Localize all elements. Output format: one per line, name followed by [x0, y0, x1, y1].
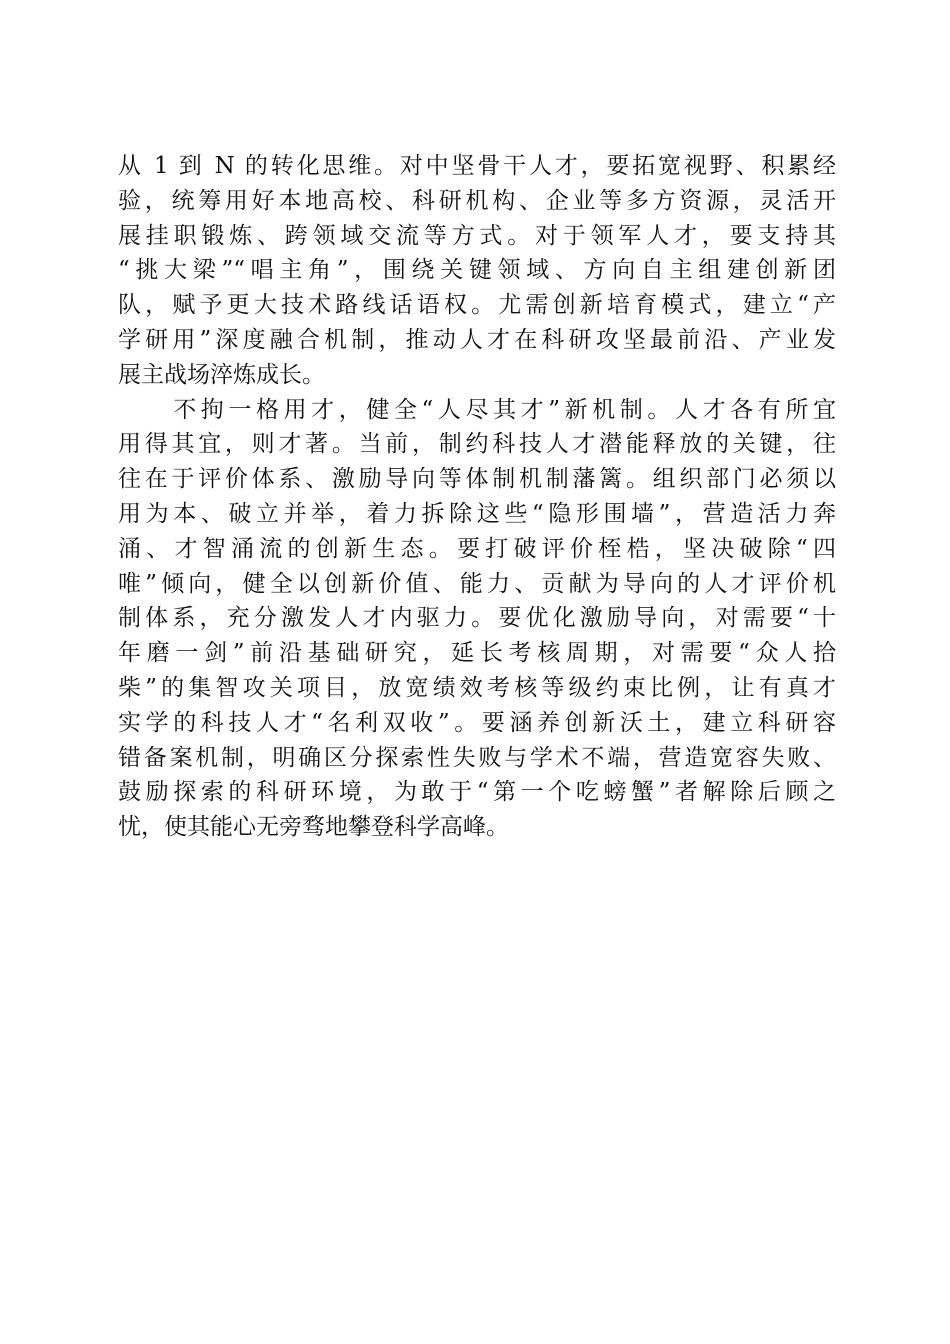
text-line: 展挂职锻炼、跨领域交流等方式。对于领军人才，要支持其 — [118, 222, 836, 249]
text-line: 用得其宜，则才著。当前，制约科技人才潜能释放的关键，往 — [118, 431, 836, 458]
text-line: 忧，使其能心无旁骛地攀登科学高峰。 — [118, 814, 509, 841]
paragraph-1 — [118, 149, 836, 393]
text-line: 不拘一格用才，健全“人尽其才”新机制。人才各有所宜 — [118, 396, 836, 423]
text-line: 柴”的集智攻关项目，放宽绩效考核等级约束比例，让有真才 — [118, 674, 836, 701]
text-line: 唯”倾向，健全以创新价值、能力、贡献为导向的人才评价机 — [118, 570, 836, 597]
paragraph-2 — [118, 393, 836, 845]
text-line: “挑大梁”“唱主角”，围绕关键领域、方向自主组建创新团 — [118, 257, 836, 284]
text-line: 错备案机制，明确区分探索性失败与学术不端，营造宽容失败、 — [118, 744, 836, 771]
text-line: 实学的科技人才“名利双收”。要涵养创新沃土，建立科研容 — [118, 709, 836, 736]
document-body — [118, 149, 836, 845]
text-line: 涌、才智涌流的创新生态。要打破评价桎梏，坚决破除“四 — [118, 535, 836, 562]
text-line: 学研用”深度融合机制，推动人才在科研攻坚最前沿、产业发 — [118, 326, 836, 353]
text-line: 队，赋予更大技术路线话语权。尤需创新培育模式，建立“产 — [118, 292, 836, 319]
text-line: 验，统筹用好本地高校、科研机构、企业等多方资源，灵活开 — [118, 187, 836, 214]
text-line: 年磨一剑”前沿基础研究，延长考核周期，对需要“众人拾 — [118, 640, 836, 667]
text-line: 鼓励探索的科研环境，为敢于“第一个吃螃蟹”者解除后顾之 — [118, 779, 836, 806]
text-line: 从 1 到 N 的转化思维。对中坚骨干人才，要拓宽视野、积累经 — [118, 153, 836, 179]
text-line: 展主战场淬炼成长。 — [118, 361, 325, 388]
text-line: 往在于评价体系、激励导向等体制机制藩篱。组织部门必须以 — [118, 466, 836, 493]
text-line: 制体系，充分激发人才内驱力。要优化激励导向，对需要“十 — [118, 605, 836, 632]
text-line: 用为本、破立并举，着力拆除这些“隐形围墙”，营造活力奔 — [118, 500, 836, 527]
